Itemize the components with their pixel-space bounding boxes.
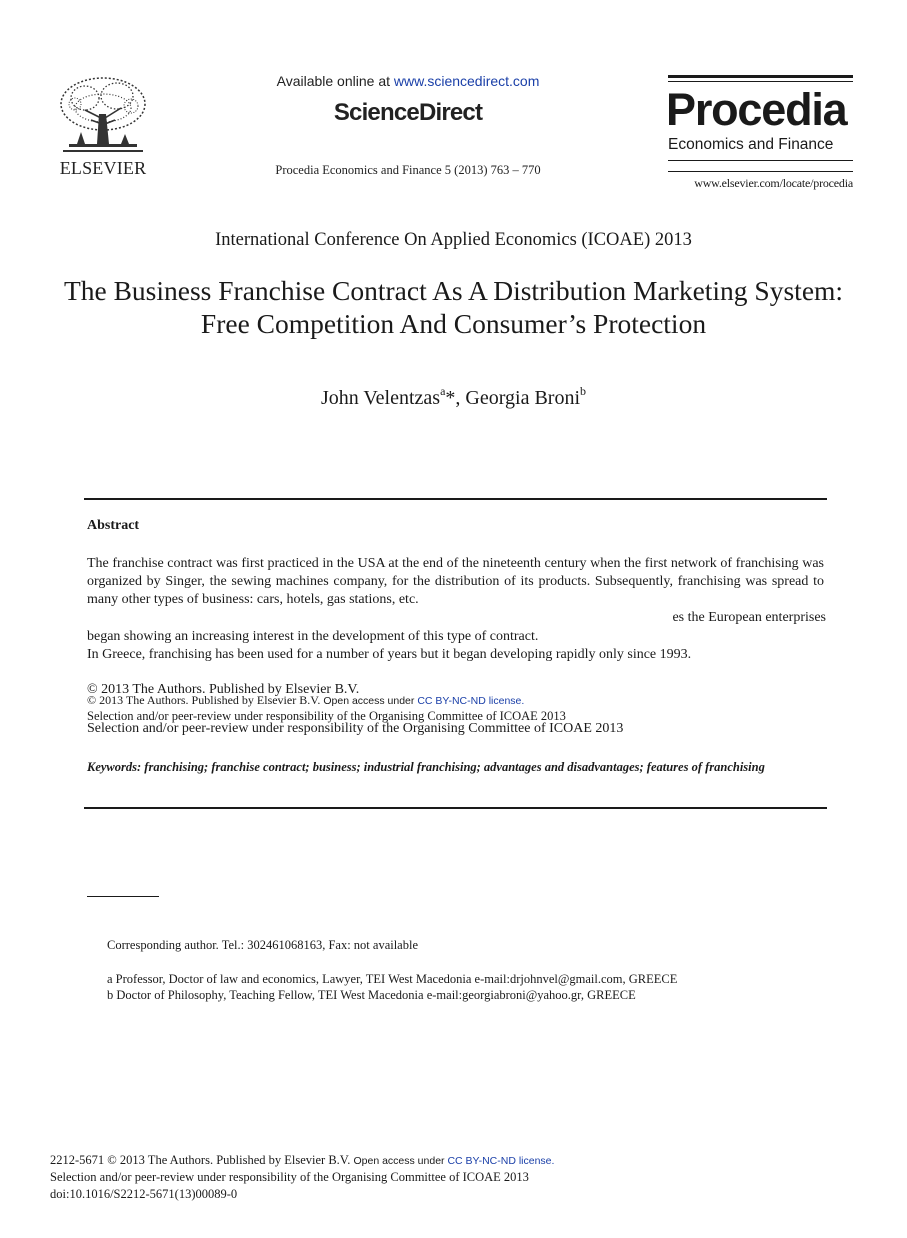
- abstract-heading: Abstract: [87, 518, 140, 533]
- procedia-url-rule: [668, 171, 853, 172]
- footnote-separator: [87, 896, 159, 897]
- procedia-url[interactable]: www.elsevier.com/locate/procedia: [694, 176, 853, 190]
- abstract-paragraph: The franchise contract was first practiced in the USA at the end of the nineteenth century when the first network of franchising was organized by Singer, the sewing machines company, for the distribution of its products. Subsequently, franchising was spread to many other types of business: cars, hotels, gas stations, etc.: [87, 556, 824, 607]
- tree-icon: [55, 74, 151, 158]
- procedia-logo-subtitle: Economics and Finance: [668, 136, 834, 153]
- footer-peer-review-statement: Selection and/or peer-review under responsibility of the Organising Committee of ICOAE 2013: [50, 1170, 529, 1184]
- conference-name: International Conference On Applied Economics (ICOAE) 2013: [215, 230, 692, 250]
- author-name: Georgia Broni: [465, 387, 580, 409]
- sciencedirect-link[interactable]: www.sciencedirect.com: [393, 73, 540, 89]
- footer-doi[interactable]: doi:10.1016/S2212-5671(13)00089-0: [50, 1187, 238, 1201]
- abstract-copyright: [87, 693, 524, 708]
- overlapping-text: © 2013 The Authors. Published by Elsevier B.V.: [87, 682, 360, 697]
- affiliation-marker: b: [580, 384, 586, 398]
- copyright-text: © 2013 The Authors. Published by Elsevier B.V.: [87, 693, 324, 707]
- sciencedirect-logo: ScienceDirect: [333, 99, 483, 126]
- procedia-top-rule-thin: [668, 81, 853, 82]
- affiliation-b: b Doctor of Philosophy, Teaching Fellow, TEI West Macedonia e-mail:georgiabroni@yahoo.gr, GREECE: [107, 988, 636, 1002]
- overlapping-selection-ghost: Selection and/or peer-review under responsibility of the Organising Committee of ICOAE 2013: [87, 721, 624, 736]
- footer-copyright-text: 2212-5671 © 2013 The Authors. Published by Elsevier B.V.: [50, 1153, 354, 1167]
- available-online-label: Available online at: [276, 73, 394, 89]
- procedia-bottom-rule: [668, 160, 853, 161]
- corresponding-author-note: Corresponding author. Tel.: 302461068163, Fax: not available: [107, 938, 419, 952]
- author-list: [0, 384, 907, 410]
- license-link[interactable]: CC BY-NC-ND license.: [417, 695, 525, 707]
- keywords-line: Keywords: franchising; franchise contract; business; industrial franchising; advantages and disadvantages; features of franchising: [87, 760, 765, 774]
- journal-reference: Procedia Economics and Finance 5 (2013) 763 – 770: [275, 163, 541, 177]
- peer-review-statement: Selection and/or peer-review under responsibility of the Organising Committee of ICOAE 2013: [87, 709, 566, 723]
- footer-copyright: [50, 1153, 554, 1168]
- abstract-bottom-rule: [84, 807, 827, 809]
- paper-title: The Business Franchise Contract As A Distribution Marketing System: Free Competition And Consumer’s Protection: [63, 275, 844, 339]
- abstract-paragraph: began showing an increasing interest in the development of this type of contract.: [87, 629, 539, 644]
- procedia-logo-title: Procedia: [666, 84, 847, 135]
- procedia-top-rule: [668, 75, 853, 78]
- affiliation-a: a Professor, Doctor of law and economics, Lawyer, TEI West Macedonia e-mail:drjohnvel@gmail.com, GREECE: [107, 972, 678, 986]
- affiliation-marker: a: [440, 384, 446, 398]
- abstract-fragment: es the European enterprises: [672, 610, 826, 625]
- abstract-top-rule: [84, 498, 827, 500]
- abstract-paragraph: In Greece, franchising has been used for a number of years but it began developing rapidly only since 1993.: [87, 647, 692, 662]
- footer-license-link[interactable]: CC BY-NC-ND license.: [447, 1155, 555, 1167]
- author-separator: *,: [445, 387, 466, 409]
- author-name: John Velentzas: [321, 387, 441, 409]
- publisher-name: ELSEVIER: [59, 158, 147, 178]
- open-access-label: Open access under: [323, 695, 418, 707]
- available-online-line: [230, 73, 586, 89]
- footer-open-access-label: Open access under: [353, 1155, 448, 1167]
